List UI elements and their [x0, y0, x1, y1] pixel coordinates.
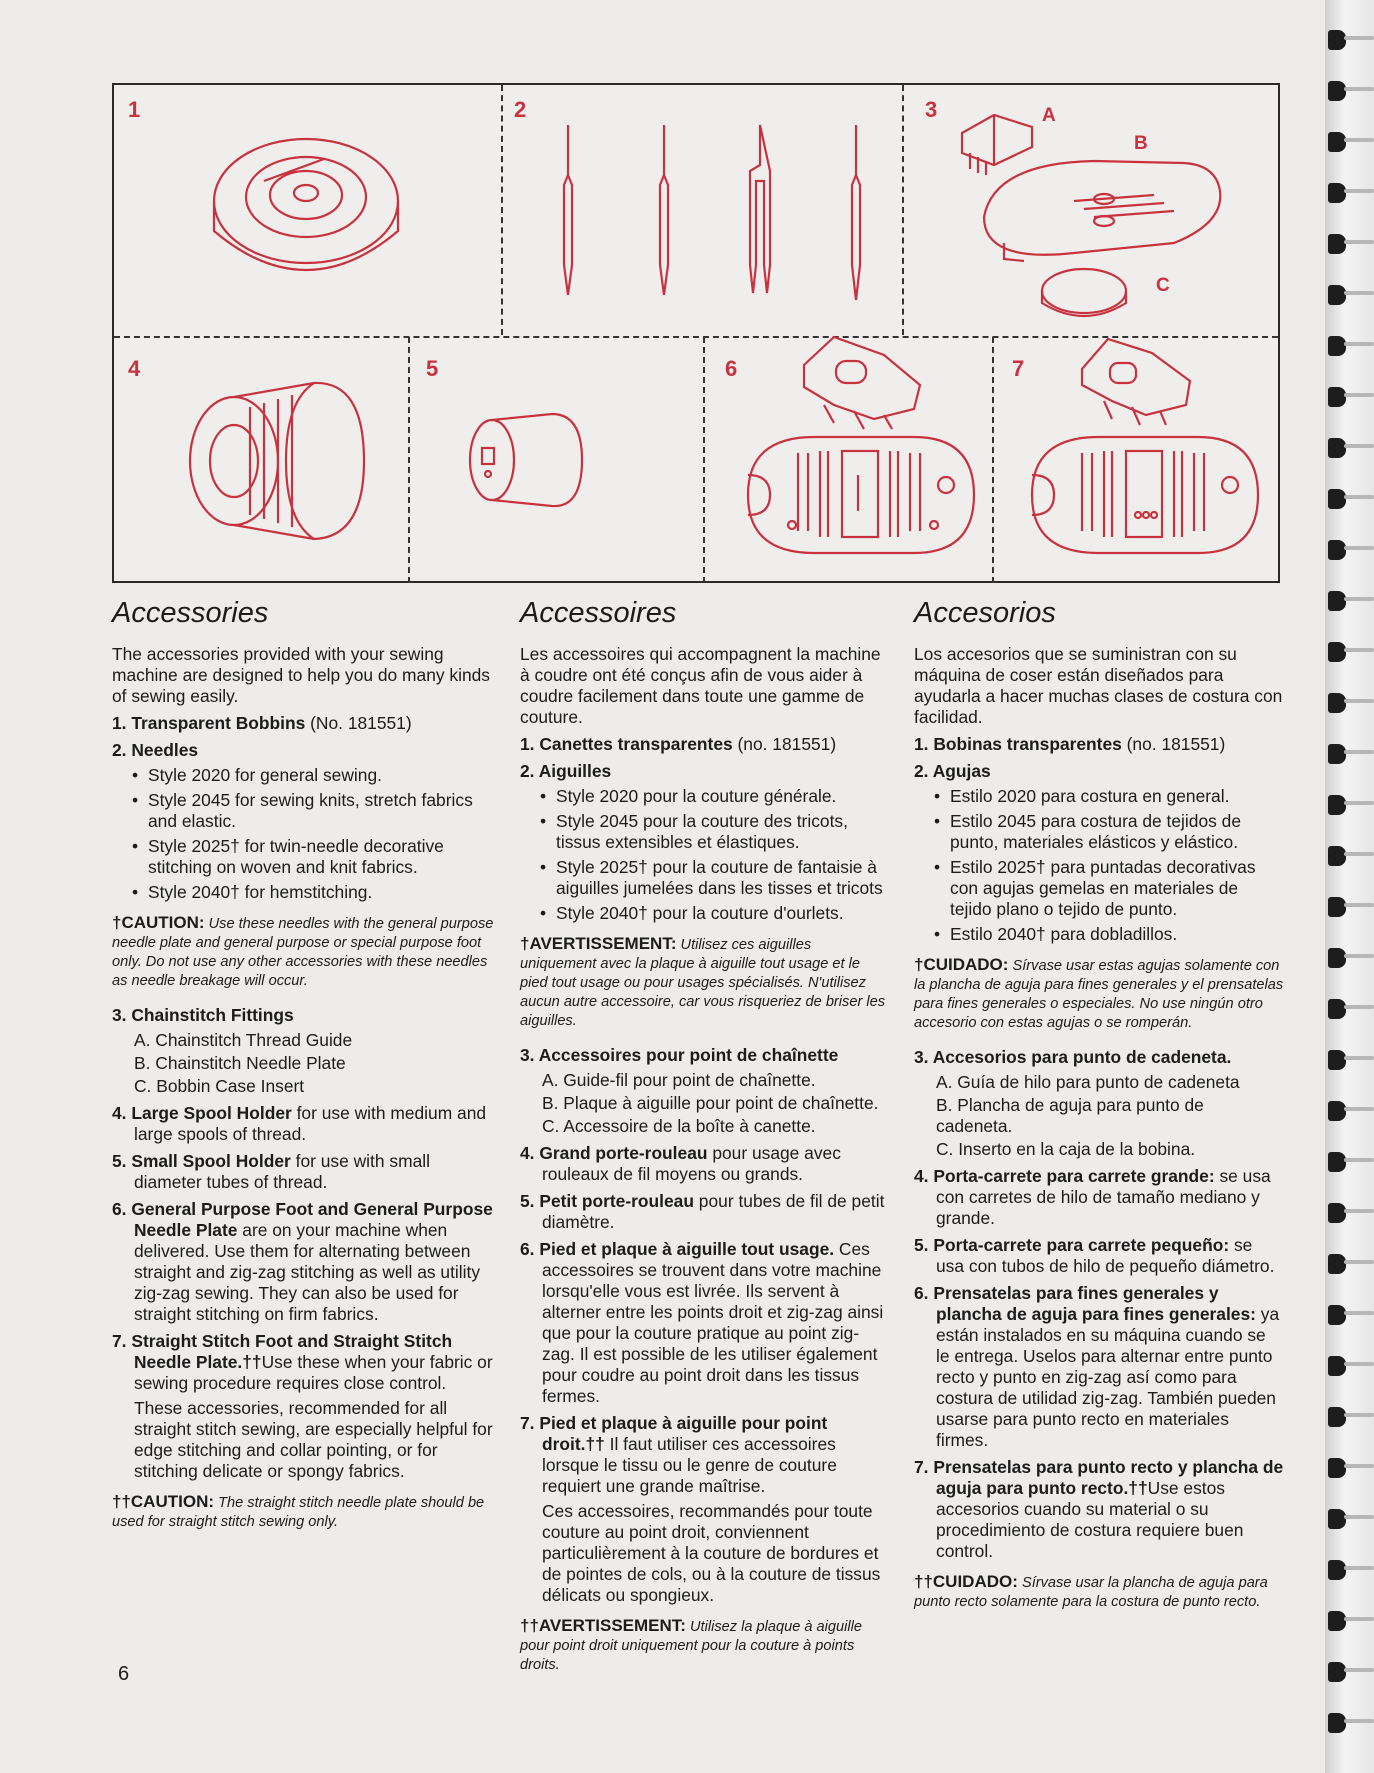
caution-note: †CUIDADO: Sírvase usar estas agujas solamente con la plancha de aguja para fines generales y el prensatelas para fines generales o especiales. No use ningún otro accesorio con estas agujas o se romperán. [914, 955, 1284, 1031]
binding-ring [1328, 1101, 1346, 1121]
sub-item: B. Plancha de aguja para punto de cadeneta. [936, 1095, 1204, 1136]
binding-ring [1328, 1356, 1346, 1376]
binding-ring [1328, 1662, 1346, 1682]
sub-item: C. Bobbin Case Insert [134, 1076, 305, 1096]
figure-letter: A [1042, 105, 1056, 126]
transparent-bobbin-icon [204, 119, 414, 319]
section-title: Accessories [112, 597, 269, 629]
binding-ring [1328, 81, 1346, 101]
binding-ring [1328, 1509, 1346, 1529]
figure-number: 4 [128, 356, 141, 381]
needle-list [914, 786, 1284, 945]
french-column [520, 596, 890, 1689]
figure-number: 1 [128, 97, 141, 122]
list-item: 3. Accessoires pour point de chaînette [520, 1045, 839, 1065]
binding-ring [1328, 1152, 1346, 1172]
binding-ring [1328, 132, 1346, 152]
continuation-paragraph: These accessories, recommended for all straight stitch sewing, are especially helpful for edge stitching and collar pointing, or for stitching delicate or spongy fabrics. [134, 1398, 493, 1481]
needle-list [112, 765, 494, 903]
sub-item: A. Guía de hilo para punto de cadeneta [936, 1072, 1240, 1092]
binding-ring [1328, 1050, 1346, 1070]
binding-ring [1328, 336, 1346, 356]
needle-item: • Style 2025† pour la couture de fantaisie à aiguilles jumelées dans les tisses et tricots [556, 857, 890, 899]
binding-ring [1328, 1407, 1346, 1427]
accessories-figure [112, 83, 1280, 583]
list-item: 3. Accesorios para punto de cadeneta. [914, 1047, 1232, 1067]
list-item: 1. Transparent Bobbins (No. 181551) [112, 713, 412, 733]
needle-item: • Estilo 2025† para puntadas decorativas con agujas gemelas en materiales de tejido plano o tejido de punto. [950, 857, 1284, 920]
intro-paragraph: The accessories provided with your sewing machine are designed to help you do many kinds of sewing easily. [112, 644, 491, 706]
list-item: 1. Bobinas transparentes (no. 181551) [914, 734, 1226, 754]
binding-ring [1328, 183, 1346, 203]
divider [703, 337, 705, 583]
needle-item: • Estilo 2045 para costura de tejidos de punto, materiales elásticos y elástico. [950, 811, 1284, 853]
large-spool-holder-icon [164, 361, 384, 561]
binding-ring [1328, 438, 1346, 458]
section-title: Accessoires [520, 597, 677, 629]
binding-ring [1328, 948, 1346, 968]
needle-item: • Style 2040† pour la couture d'ourlets. [556, 903, 890, 924]
binding-ring [1328, 693, 1346, 713]
list-item: 4. Large Spool Holder for use with medium and large spools of thread. [112, 1103, 487, 1144]
binding-ring [1328, 744, 1346, 764]
chainstitch-fittings-icon [954, 103, 1274, 328]
binding-ring [1328, 285, 1346, 305]
sub-item: A. Guide-fil pour point de chaînette. [542, 1070, 816, 1090]
needle-item: • Style 2025† for twin-needle decorative stitching on woven and knit fabrics. [148, 836, 494, 878]
intro-paragraph: Los accesorios que se suministran con su máquina de coser están diseñados para ayudarla a hacer muchas clases de costura con facilidad. [914, 644, 1283, 727]
sub-item: C. Accessoire de la boîte à canette. [542, 1116, 816, 1136]
list-item: 2. Agujas [914, 761, 991, 781]
caution-note: ††AVERTISSEMENT: Utilisez la plaque à aiguille pour point droit uniquement pour la couture à points droits. [520, 1616, 862, 1673]
sub-item: C. Inserto en la caja de la bobina. [936, 1139, 1196, 1159]
general-purpose-foot-and-plate-icon [724, 325, 994, 585]
binding-ring [1328, 795, 1346, 815]
caution-note: ††CUIDADO: Sírvase usar la plancha de aguja para punto recto solamente para la costura de punto recto. [914, 1572, 1268, 1610]
caution-note: ††CAUTION: The straight stitch needle plate should be used for straight stitch sewing only. [112, 1492, 485, 1530]
caution-note: †AVERTISSEMENT: Utilisez ces aiguilles uniquement avec la plaque à aiguille tout usage et le pied tout usage ou pour usages spécialisés. N'utilisez aucun autre accessoire, car vous risqueriez de briser les aiguilles. [520, 934, 886, 1029]
figure-number: 3 [925, 97, 938, 122]
binding-ring [1328, 1305, 1346, 1325]
needle-item: • Estilo 2020 para costura en general. [950, 786, 1284, 807]
list-item: 4. Porta-carrete para carrete grande: se usa con carretes de hilo de tamaño mediano y grande. [914, 1166, 1271, 1228]
binding-ring [1328, 1611, 1346, 1631]
figure-letter: C [1156, 275, 1170, 296]
figure-number: 5 [426, 356, 439, 381]
divider [408, 337, 410, 583]
needle-item: • Style 2040† for hemstitching. [148, 882, 494, 903]
binding-ring [1328, 1560, 1346, 1580]
figure-number: 7 [1012, 356, 1025, 381]
list-item: 4. Grand porte-rouleau pour usage avec rouleaux de fil moyens ou grands. [520, 1143, 841, 1184]
straight-stitch-foot-and-plate-icon [1012, 325, 1282, 585]
binding-ring [1328, 1713, 1346, 1733]
list-item: 7. Straight Stitch Foot and Straight Stitch Needle Plate.††Use these when your fabric or sewing procedure requires close control. [112, 1331, 493, 1393]
binding-ring [1328, 30, 1346, 50]
binding-ring [1328, 846, 1346, 866]
sub-item: B. Plaque à aiguille pour point de chaînette. [542, 1093, 879, 1113]
binding-ring [1328, 387, 1346, 407]
list-item: 5. Small Spool Holder for use with small diameter tubes of thread. [112, 1151, 430, 1192]
binding-ring [1328, 999, 1346, 1019]
list-item: 2. Needles [112, 740, 199, 760]
figure-number: 2 [514, 97, 527, 122]
binding-ring [1328, 540, 1346, 560]
needle-item: • Style 2020 pour la couture générale. [556, 786, 890, 807]
spiral-binding [1325, 0, 1374, 1773]
small-spool-holder-icon [464, 390, 594, 530]
list-item: 5. Porta-carrete para carrete pequeño: se usa con tubos de hilo de pequeño diámetro. [914, 1235, 1275, 1276]
divider [501, 85, 503, 335]
list-item: 7. Pied et plaque à aiguille pour point droit.†† Il faut utiliser ces accessoires lorsque le tissu ou le genre de couture requiert une grande maîtrise. [520, 1413, 837, 1496]
page-number: 6 [118, 1663, 130, 1685]
binding-ring [1328, 1203, 1346, 1223]
list-item: 1. Canettes transparentes (no. 181551) [520, 734, 837, 754]
caution-note: †CAUTION: Use these needles with the general purpose needle plate and general purpose or special purpose foot only. Do not use any other accessories with these needles as needle breakage will occur. [112, 913, 494, 989]
divider [902, 85, 904, 335]
binding-ring [1328, 897, 1346, 917]
intro-paragraph: Les accessoires qui accompagnent la machine à coudre ont été conçus afin de vous aider à coudre facilement dans toute une gamme de couture. [520, 644, 881, 727]
binding-ring [1328, 234, 1346, 254]
binding-ring [1328, 591, 1346, 611]
list-item: 7. Prensatelas para punto recto y plancha de aguja para punto recto.††Use estos accesorios cuando su material o su procedimiento de costura requiere buen control. [914, 1457, 1284, 1561]
binding-ring [1328, 489, 1346, 509]
needle-item: • Style 2020 for general sewing. [148, 765, 494, 786]
binding-ring [1328, 642, 1346, 662]
needle-item: • Style 2045 for sewing knits, stretch fabrics and elastic. [148, 790, 494, 832]
needle-item: • Style 2045 pour la couture des tricots, tissus extensibles et élastiques. [556, 811, 890, 853]
list-item: 6. Prensatelas para fines generales y plancha de aguja para fines generales: ya están instalados en su máquina cuando se le entrega. Uselos para alternar entre punto recto y punto en zig-zag así como para costura de utilidad zig-zag. También pueden usarse para punto recto en materiales firmes. [914, 1283, 1280, 1450]
figure-number: 6 [725, 356, 738, 381]
sub-item: B. Chainstitch Needle Plate [134, 1053, 346, 1073]
list-item: 6. General Purpose Foot and General Purpose Needle Plate are on your machine when delivered. Use them for alternating between straight and zig-zag stitching as well as utility zig-zag sewing. They can also be used for straight stitching on firm fabrics. [112, 1199, 493, 1324]
needle-list [520, 786, 890, 924]
binding-ring [1328, 1254, 1346, 1274]
section-title: Accesorios [914, 597, 1056, 629]
needle-item: • Estilo 2040† para dobladillos. [950, 924, 1284, 945]
binding-ring [1328, 1458, 1346, 1478]
list-item: 2. Aiguilles [520, 761, 612, 781]
spanish-column [914, 596, 1284, 1626]
list-item: 3. Chainstitch Fittings [112, 1005, 294, 1025]
english-column [112, 596, 494, 1546]
sub-item: A. Chainstitch Thread Guide [134, 1030, 353, 1050]
list-item: 5. Petit porte-rouleau pour tubes de fil de petit diamètre. [520, 1191, 885, 1232]
figure-letter: B [1134, 133, 1148, 154]
list-item: 6. Pied et plaque à aiguille tout usage. Ces accessoires se trouvent dans votre machine lorsqu'elle vous est livrée. Ils servent à alterner entre les points droit et zig-zag ainsi que pour la couture pratique au point zig-zag. Il est possible de les utiliser également pour coudre au point droit dans les tissus fermes. [520, 1239, 884, 1406]
continuation-paragraph: Ces accessoires, recommandés pour toute couture au point droit, conviennent particulièrement à la couture de bordures et de pointes de cols, ou à la couture de tissus délicats ou spongieux. [542, 1501, 881, 1605]
needles-icon [534, 115, 894, 325]
